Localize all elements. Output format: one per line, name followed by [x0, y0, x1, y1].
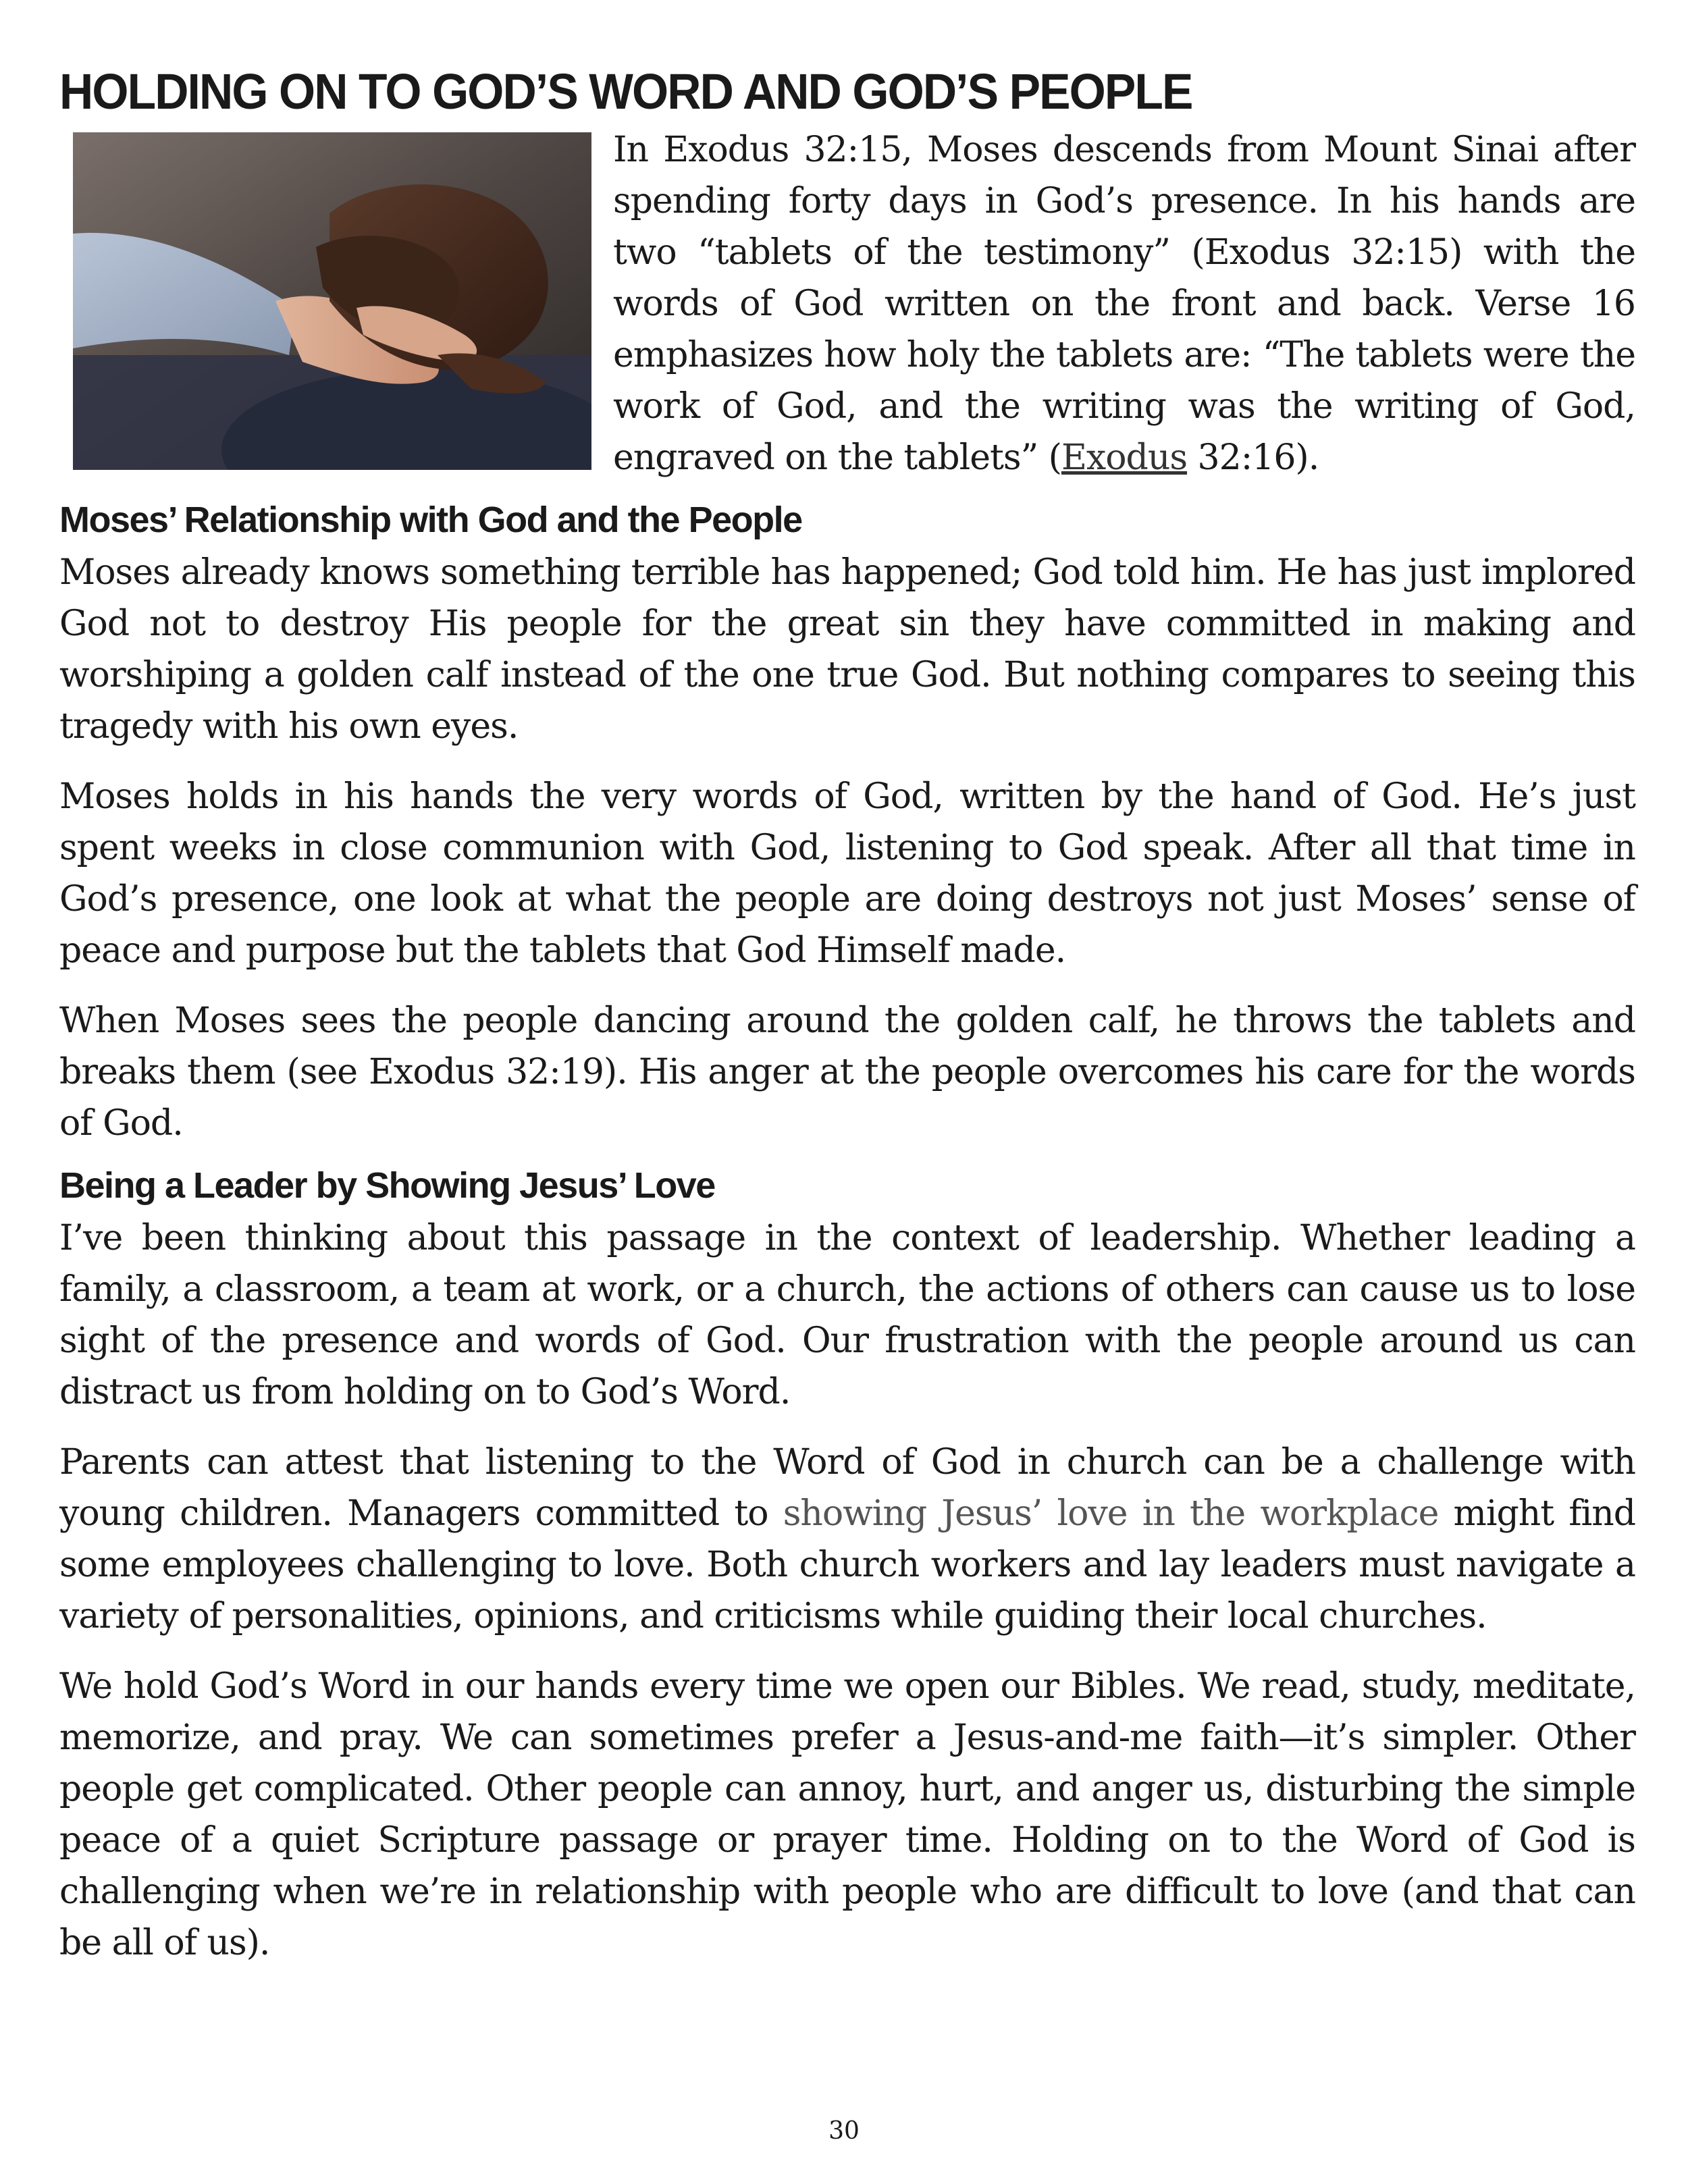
- article: [59, 62, 1635, 1969]
- paragraph: I’ve been thinking about this passage in the context of leadership. Whether leading a family, a classroom, a team at work, or a church, the actions of others can cause us to lose sight of the presence and words of God. Our frustration with the people around us can distract us from holding on to God’s Word.: [59, 1218, 1635, 1412]
- paragraph: Moses holds in his hands the very words of God, written by the hand of God. He’s just spent weeks in close communion with God, listening to God speak. After all that time in God’s presence, one look at what the people are doing destroys not just Moses’ sense of peace and purpose but the tablets that God Himself made.: [59, 776, 1635, 971]
- paragraph: Moses already knows something terrible has happened; God told him. He has just implored God not to destroy His people for the great sin they have committed in making and worshiping a golden calf instead of the one true God. But nothing compares to seeing this tragedy with his own eyes.: [59, 552, 1635, 747]
- workplace-love-link[interactable]: showing Jesus’ love in the workplace: [783, 1493, 1439, 1534]
- page-number: 30: [828, 2117, 860, 2145]
- intro-text: In Exodus 32:15, Moses descends from Mount Sinai after spending forty days in God’s presence. In his hands are two “tablets of the testimony” (Exodus 32:15) with the words of God written on the front and back. Verse 16 emphasizes how holy the tablets are: “The tablets were the work of God, and the writing was the writing of God, engraved on the tablets” (: [613, 130, 1635, 478]
- intro-paragraph: [59, 124, 1635, 483]
- intro-text-end: 32:16).: [1187, 437, 1319, 478]
- hands-photo: [73, 132, 591, 470]
- paragraph-text: Parents can attest that listening to the Word of God in church can be a challenge with young children. Managers committed to: [59, 1442, 1635, 1534]
- paragraph: When Moses sees the people dancing around the golden calf, he throws the tablets and breaks them (see Exodus 32:19). His anger at the people overcomes his care for the words of God.: [59, 1001, 1635, 1144]
- page-title: HOLDING ON TO GOD’S WORD AND GOD’S PEOPLE: [59, 63, 1192, 119]
- section-heading-leadership: Being a Leader by Showing Jesus’ Love: [59, 1165, 715, 1206]
- paragraph-text: might find some employees challenging to love. Both church workers and lay leaders must navigate a variety of personalities, opinions, and criticisms while guiding their local churches.: [59, 1493, 1635, 1636]
- paragraph-with-link: [59, 1437, 1635, 1642]
- exodus-link[interactable]: Exodus: [1061, 437, 1188, 478]
- section-heading-relationship: Moses’ Relationship with God and the People: [59, 500, 802, 540]
- paragraph: We hold God’s Word in our hands every time we open our Bibles. We read, study, meditate, memorize, and pray. We can sometimes prefer a Jesus-and-me faith—it’s simpler. Other people get complicated. Other people can annoy, hurt, and anger us, disturbing the simple peace of a quiet Scripture passage or prayer time. Holding on to the Word of God is challenging when we’re in relationship with people who are difficult to love (and that can be all of us).: [59, 1666, 1635, 1963]
